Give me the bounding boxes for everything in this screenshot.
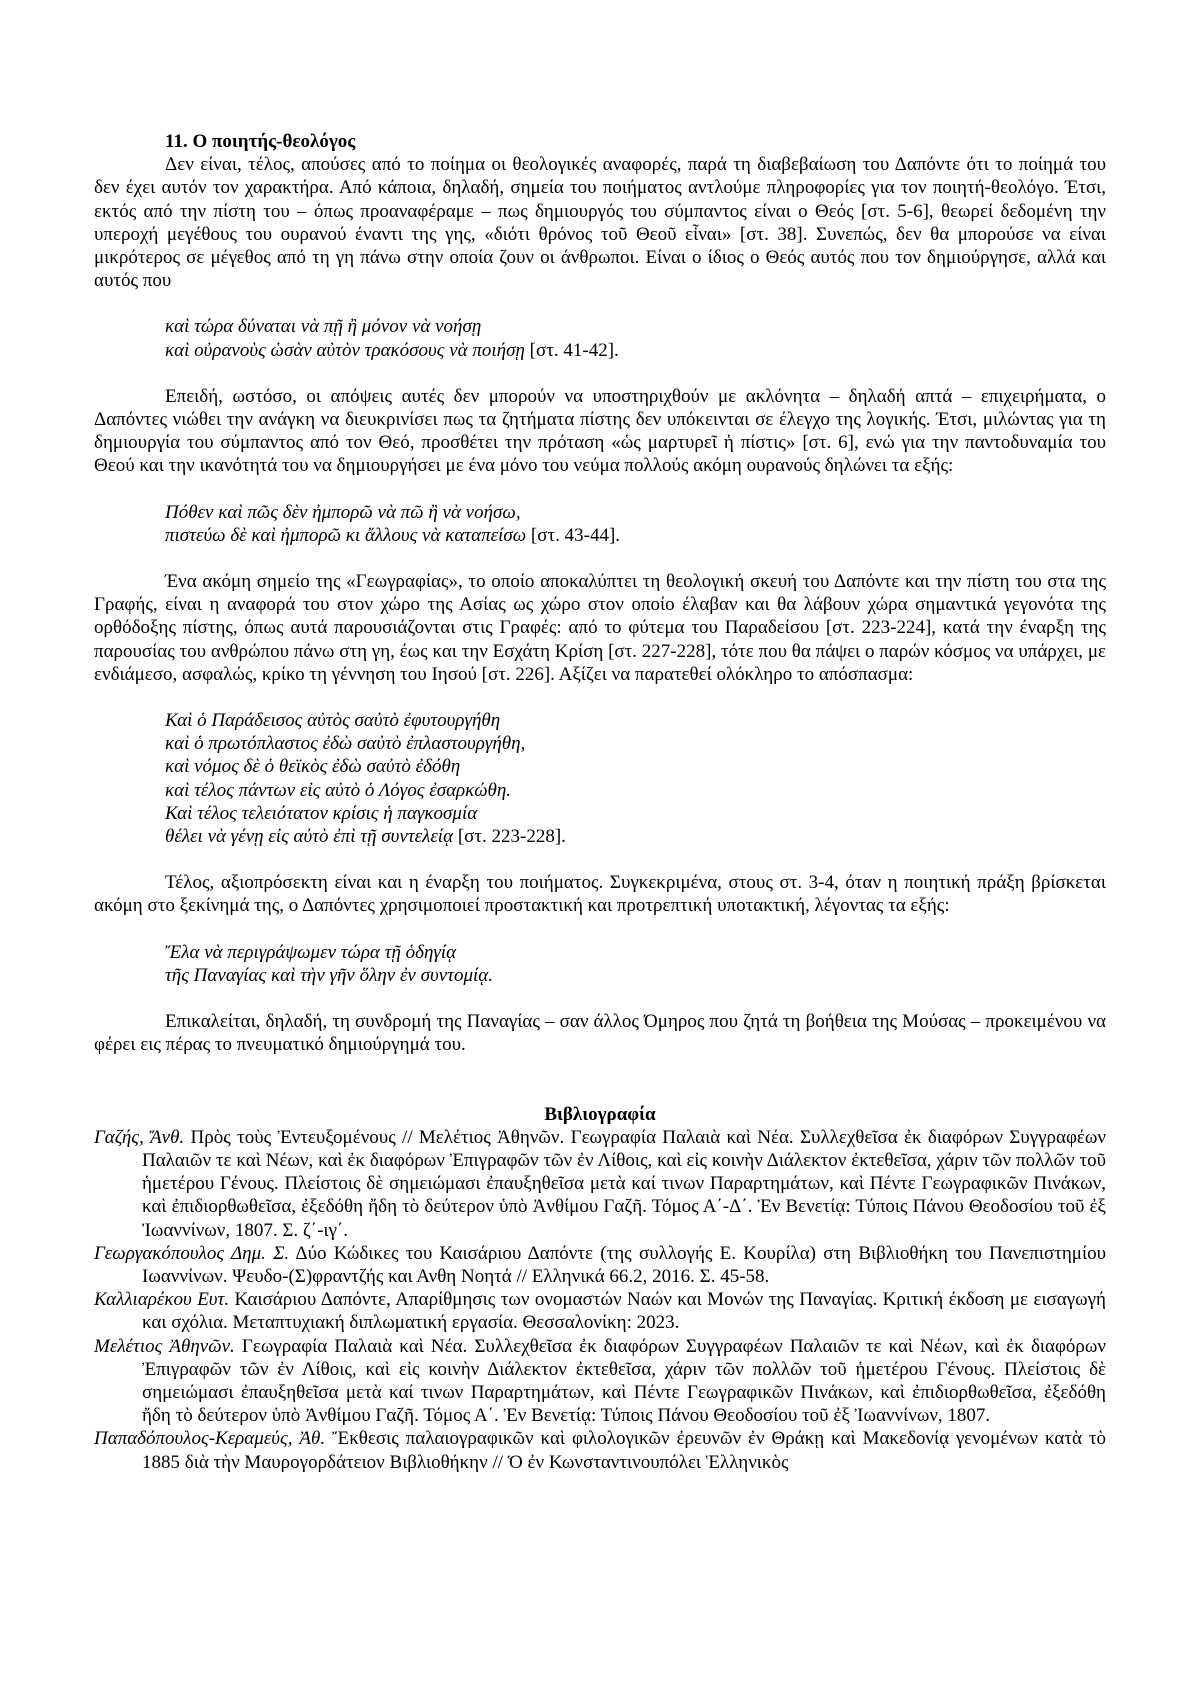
paragraph-4: Τέλος, αξιοπρόσεκτη είναι και η έναρξη του ποιήματος. Συγκεκριμένα, στους στ. 3-4, όταν η ποιητική πράξη βρίσκεται ακόμη στο ξεκίνημά της, ο Δαπόντες χρησιμοποιεί προστακτική και προτρεπτική υποτακτική, λέγοντας τα εξής: xyxy=(94,872,1106,917)
verse-quote-3 xyxy=(94,709,1106,848)
verse-line xyxy=(165,779,1106,802)
section-heading: 11. Ο ποιητής-θεολόγος xyxy=(165,131,356,152)
bibliography-entry-2 xyxy=(94,1242,1106,1288)
paragraph-3: Ένα ακόμη σημείο της «Γεωγραφίας», το οποίο αποκαλύπτει τη θεολογική σκευή του Δαπόντε και την πίστη του στα της Γραφής, είναι η αναφορά του στον χώρο της Ασίας ως χώρο στον οποίο έλαβαν και θα λάβουν χώρα σημαντικά γεγονότα της ορθόδοξης πίστης, όπως αυτά παρουσιάζονται στις Γραφές: από το φύτεμα του Παραδείσου [στ. 223-224], κατά την έναρξη της παρουσίας του ανθρώπου πάνω στη γη, έως και την Εσχάτη Κρίση [στ. 227-228], τότε που θα πάψει ο παρών κόσμος να υπάρχει, με ενδιάμεσο, ασφαλώς, κρίκο τη γέννηση του Ιησού [στ. 226]. Αξίζει να παρατεθεί ολόκληρο το απόσπασμα: xyxy=(94,571,1106,685)
paragraph-1: Δεν είναι, τέλος, απούσες από το ποίημα οι θεολογικές αναφορές, παρά τη διαβεβαίωση του Δαπόντε ότι το ποίημά του δεν έχει αυτόν τον χαρακτήρα. Από κάποια, δηλαδή, σημεία του ποιήματος αντλούμε πληροφορίες για τον ποιητή-θεολόγο. Έτσι, εκτός από την πίστη του – όπως προαναφέραμε – πως δημιουργός του σύμπαντος είναι ο Θεός [στ. 5-6], θεωρεί δεδομένη την υπεροχή μεγέθους του ουρανού έναντι της γης, «διότι θρόνος τοῦ Θεοῦ εἶναι» [στ. 38]. Συνεπώς, δεν θα μπορούσε να είναι μικρότερος σε μέγεθος από τη γη πάνω στην οποία ζουν οι άνθρωποι. Είναι ο ίδιος ο Θεός αυτός που τον δημιούργησε, αλλά και αυτός που xyxy=(94,154,1106,292)
verse-reference: [στ. 43-44]. xyxy=(526,524,621,546)
bibliography-author: Μελέτιος Ἀθηνῶν. xyxy=(94,1335,235,1357)
verse-line xyxy=(165,709,1106,732)
verse-text: πιστεύω δὲ καὶ ἠμπορῶ κι ἄλλους νὰ καταπείσω xyxy=(165,524,527,546)
bibliography-author: Καλλιαρέκου Ευτ. xyxy=(94,1289,230,1311)
verse-text: Ἔλα νὰ περιγράψωμεν τώρα τῇ ὁδηγίᾳ xyxy=(165,941,457,963)
verse-reference: [στ. 41-42]. xyxy=(524,339,619,361)
bibliography-text: Καισάριου Δαπόντε, Απαρίθμησις των ονομαστών Ναών και Μονών της Παναγίας. Κριτική έκδοση με εισαγωγή και σχόλια. Μεταπτυχιακή διπλωματική εργασία. Θεσσαλονίκη: 2023. xyxy=(142,1289,1106,1334)
verse-line xyxy=(165,501,1106,524)
paragraph-5: Επικαλείται, δηλαδή, τη συνδρομή της Παναγίας – σαν άλλος Όμηρος που ζητά τη βοήθεια της Μούσας – προκειμένου να φέρει εις πέρας το πνευματικό δημιούργημά του. xyxy=(94,1011,1106,1056)
verse-text: καὶ τώρα δύναται νὰ πῇ ἢ μόνον νὰ νοήσῃ xyxy=(165,316,482,338)
verse-reference: [στ. 223-228]. xyxy=(453,826,566,848)
bibliography-author: Γαζής, Ἄνθ. xyxy=(94,1126,185,1148)
verse-line xyxy=(165,825,1106,848)
bibliography-text: Δύο Κώδικες του Καισάριου Δαπόντε (της συλλογής Ε. Κουρίλα) στη Βιβλιοθήκη του Πανεπιστημίου Ιωαννίνων. Ψευδο-(Σ)φραντζής και Ανθη Νοητά // Ελληνικά 66.2, 2016. Σ. 45-58. xyxy=(142,1242,1106,1287)
verse-line xyxy=(165,732,1106,755)
verse-text: καὶ ὁ πρωτόπλαστος ἐδὼ σαὐτὸ ἐπλαστουργήθη, xyxy=(165,733,526,755)
bibliography-entry-4 xyxy=(94,1335,1106,1428)
verse-text: θέλει νὰ γένῃ εἰς αὐτὸ ἐπὶ τῇ συντελείᾳ xyxy=(165,826,454,848)
verse-quote-1 xyxy=(94,315,1106,361)
verse-text: καὶ νόμος δὲ ὁ θεϊκὸς ἐδὼ σαὐτὸ ἐδόθη xyxy=(165,756,461,778)
bibliography-heading: Βιβλιογραφία xyxy=(544,1103,656,1125)
verse-line xyxy=(165,339,1106,362)
verse-text: καὶ οὐρανοὺς ὡσὰν αὐτὸν τρακόσους νὰ ποιήσῃ xyxy=(165,339,525,361)
bibliography-author: Παπαδόπουλος-Κεραμεύς, Ἀθ. xyxy=(94,1428,326,1450)
verse-line xyxy=(165,964,1106,987)
bibliography-entry-3 xyxy=(94,1288,1106,1334)
verse-quote-4 xyxy=(94,941,1106,987)
verse-text: Πόθεν καὶ πῶς δὲν ἠμπορῶ νὰ πῶ ἢ νὰ νοήσω, xyxy=(165,501,521,523)
verse-line xyxy=(165,802,1106,825)
verse-quote-2 xyxy=(94,501,1106,547)
bibliography-entry-5 xyxy=(94,1427,1106,1473)
bibliography-text: Πρὸς τοὺς Ἐντευξομένους // Μελέτιος Ἀθηνῶν. Γεωγραφία Παλαιὰ καὶ Νέα. Συλλεχθεῖσα ἐκ διαφόρων Συγγραφέων Παλαιῶν τε καὶ Νέων, καὶ ἐκ διαφόρων Ἐπιγραφῶν τῶν ἐν Λίθοις, καὶ εἰς κοινὴν Διάλεκτον ἐκτεθεῖσα, χάριν τῶν πολλῶν τοῦ ἡμετέρου Γένους. Πλείστοις δὲ σημειώμασι ἐπαυξηθεῖσα μετὰ καί τινων Παραρτημάτων, καὶ Πέντε Γεωγραφικῶν Πινάκων, καὶ ἐπιδιορθωθεῖσα, ἐξεδόθη ἤδη τὸ δεύτερον ὑπὸ Ἀνθίμου Γαζῆ. Τόμος Α΄-Δ΄. Ἐν Βενετίᾳ: Τύποις Πάνου Θεοδοσίου τοῦ ἐξ Ἰωαννίνων, 1807. Σ. ζ΄-ιγ΄. xyxy=(142,1126,1106,1241)
bibliography-text: Ἔκθεσις παλαιογραφικῶν καὶ φιλολογικῶν ἐρευνῶν ἐν Θράκῃ καὶ Μακεδονίᾳ γενομένων κατὰ τὸ 1885 διὰ τὴν Μαυρογορδάτειον Βιβλιοθήκην // Ὁ ἐν Κωνσταντινουπόλει Ἑλληνικὸς xyxy=(142,1428,1106,1473)
verse-line xyxy=(165,755,1106,778)
verse-text: καὶ τέλος πάντων εἰς αὐτὸ ὁ Λόγος ἐσαρκώθη. xyxy=(165,779,512,801)
bibliography-entry-1 xyxy=(94,1126,1106,1242)
verse-text: Καὶ ὁ Παράδεισος αὐτὸς σαὐτὸ ἐφυτουργήθη xyxy=(165,710,501,732)
verse-line xyxy=(165,524,1106,547)
verse-line xyxy=(165,941,1106,964)
paragraph-2: Επειδή, ωστόσο, οι απόψεις αυτές δεν μπορούν να υποστηριχθούν με ακλόνητα – δηλαδή απτά – επιχειρήματα, ο Δαπόντες νιώθει την ανάγκη να διευκρινίσει πως τα ζητήματα πίστης δεν υπόκεινται σε έλεγχο της λογικής. Έτσι, μιλώντας για τη δημιουργία του σύμπαντος από τον Θεό, προσθέτει την πρόταση «ὡς μαρτυρεῖ ἡ πίστις» [στ. 6], ενώ για την παντοδυναμία του Θεού και την ικανότητά του να δημιουργήσει με ένα μόνο του νεύμα πολλούς ακόμη ουρανούς δηλώνει τα εξής: xyxy=(94,385,1106,477)
verse-line xyxy=(165,315,1106,338)
verse-text: τῆς Παναγίας καὶ τὴν γῆν ὅλην ἐν συντομίᾳ. xyxy=(165,964,493,986)
bibliography-text: Γεωγραφία Παλαιὰ καὶ Νέα. Συλλεχθεῖσα ἐκ διαφόρων Συγγραφέων Παλαιῶν τε καὶ Νέων, καὶ ἐκ διαφόρων Ἐπιγραφῶν τῶν ἐν Λίθοις, καὶ εἰς κοινὴν Διάλεκτον ἐκτεθεῖσα, χάριν τῶν πολλῶν τοῦ ἡμετέρου Γένους. Πλείστοις δὲ σημειώμασι ἐπαυξηθεῖσα μετὰ καί τινων Παραρτημάτων, καὶ Πέντε Γεωγραφικῶν Πινάκων, καὶ ἐπιδιορθωθεῖσα, ἐξεδόθη ἤδη τὸ δεύτερον ὑπὸ Ἀνθίμου Γαζῆ. Τόμος Α΄. Ἐν Βενετίᾳ: Τύποις Πάνου Θεοδοσίου τοῦ ἐξ Ἰωαννίνων, 1807. xyxy=(142,1335,1107,1427)
bibliography-author: Γεωργακόπουλος Δημ. Σ. xyxy=(94,1242,290,1264)
verse-text: Καὶ τέλος τελειότατον κρίσις ἡ παγκοσμία xyxy=(165,802,478,824)
